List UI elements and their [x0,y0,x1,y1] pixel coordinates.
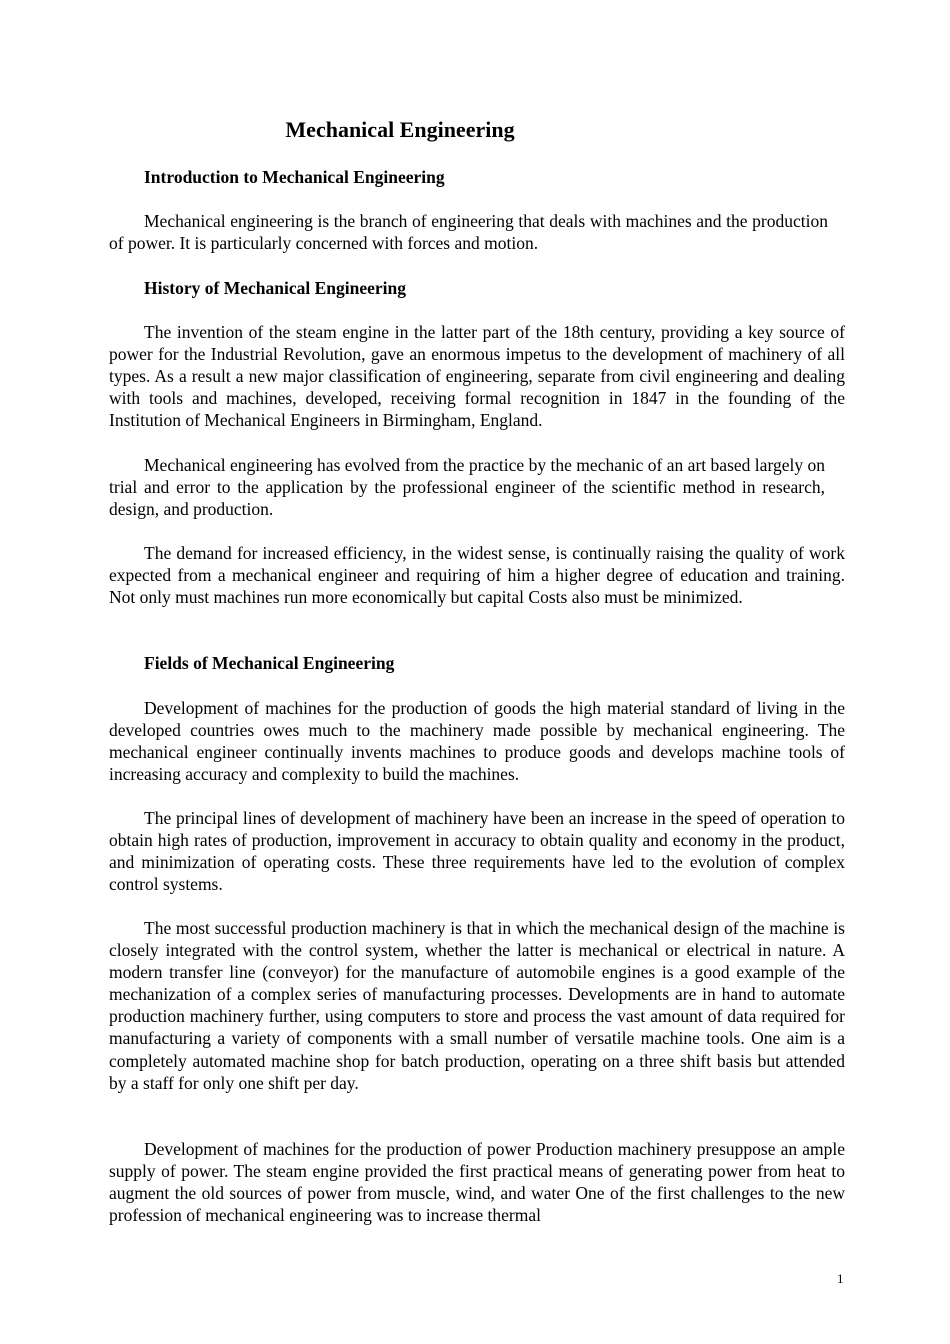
document-title: Mechanical Engineering [285,117,515,142]
paragraph-history-steam-engine: The invention of the steam engine in the latter part of the 18th century, providing a key source of power for the Industrial Revolution, gave an enormous impetus to the development of machinery of all types. As a result a new major classification of engineering, separate from civil engineering and dealing with tools and machines, developed, receiving formal recognition in 1847 in the founding of the Institution of Mechanical Engineers in Birmingham, England. [109,322,845,431]
paragraph-fields-production-machinery: The most successful production machinery is that in which the mechanical design of the machine is closely integrated with the control system, whether the latter is mechanical or electrical in nature. A modern transfer line (conveyor) for the manufacture of automobile engines is a good example of the mechanization of a complex series of manufacturing processes. Developments are in hand to automate production machinery further, using computers to store and process the vast amount of data required for manufacturing a variety of components with a small number of versatile machine tools. One aim is a completely automated machine shop for batch production, operating on a three shift basis but attended by a staff for only one shift per day. [109,918,845,1093]
paragraph-history-efficiency: The demand for increased efficiency, in the widest sense, is continually raising the quality of work expected from a mechanical engineer and requiring of him a higher degree of education and training. Not only must machines run more economically but capital Costs also must be minimized. [109,543,845,608]
paragraph-fields-principal-lines: The principal lines of development of machinery have been an increase in the speed of operation to obtain high rates of production, improvement in accuracy to obtain quality and economy in the product, and minimization of operating costs. These three requirements have led to the evolution of complex control systems. [109,808,845,895]
paragraph-introduction: Mechanical engineering is the branch of engineering that deals with machines and the production of power. It is particularly concerned with forces and motion. [109,211,828,254]
paragraph-fields-goods: Development of machines for the production of goods the high material standard of living in the developed countries owes much to the machinery made possible by mechanical engineering. The mechanical engineer continually invents machines to produce goods and develops machine tools of increasing accuracy and complexity to build the machines. [109,698,845,785]
section-heading-history: History of Mechanical Engineering [144,278,406,298]
section-heading-fields: Fields of Mechanical Engineering [144,653,395,673]
paragraph-fields-power: Development of machines for the production of power Production machinery presuppose an ample supply of power. The steam engine provided the first practical means of generating power from heat to augment the old sources of power from muscle, wind, and water One of the first challenges to the new profession of mechanical engineering was to increase thermal [109,1139,845,1226]
page-number: 1 [837,1271,844,1286]
section-heading-introduction: Introduction to Mechanical Engineering [144,167,445,187]
paragraph-history-evolution: Mechanical engineering has evolved from the practice by the mechanic of an art based largely on trial and error to the application by the professional engineer of the scientific method in research, design, and production. [109,455,825,520]
